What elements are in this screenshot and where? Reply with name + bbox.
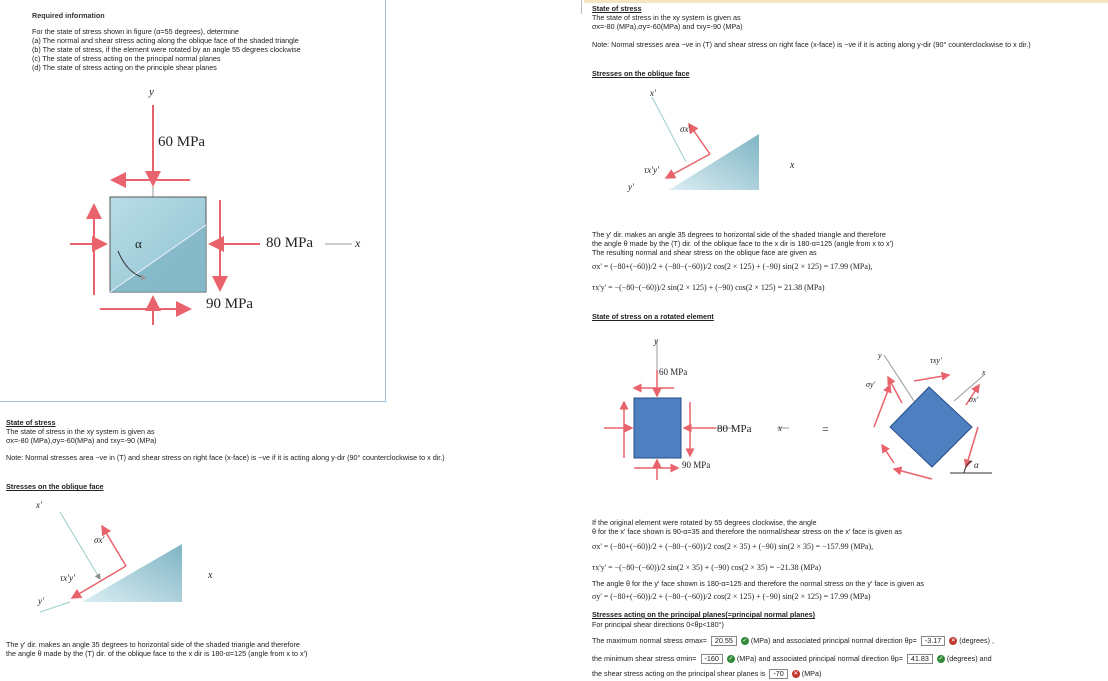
tri-yp-label-right: y'	[628, 182, 634, 192]
state-line2-right: σx=-80 (MPa),σy=-60(MPa) and τxy=-90 (MPa)	[592, 22, 743, 31]
intro-text: For the state of stress shown in figure (α=55 degrees), determine	[32, 27, 239, 36]
check-icon: ✓	[728, 656, 734, 663]
oblique-title-left: Stresses on the oblique face	[6, 482, 104, 491]
tri-tau-label: τx'y'	[60, 573, 76, 583]
item-c: (c) The state of stress acting on the principal normal planes	[32, 54, 221, 63]
min-stress-row	[592, 654, 992, 664]
rsq-tau-label: τxy'	[930, 356, 942, 365]
state-line2-left: σx=-80 (MPa),σy=-60(MPa) and τxy=-90 (MPa)	[6, 436, 157, 445]
item-d: (d) The state of stress acting on the principle shear planes	[32, 63, 217, 72]
min-stress-unit: (degrees) and	[946, 654, 992, 663]
cross-icon: ✕	[793, 671, 799, 678]
top-stress-label: 60 MPa	[158, 134, 206, 150]
shear-stress-row	[592, 669, 821, 679]
text6-right: The angle θ for the y' face shown is 180-α=125 and therefore the normal stress on the y' face is given as	[592, 579, 924, 588]
check-icon: ✓	[742, 638, 748, 645]
state-line1-left: The state of stress in the xy system is given as	[6, 427, 155, 436]
max-stress-unit: (degrees) ,	[959, 636, 995, 645]
equation-sigma-yp-125: σy' = (−80+(−60))/2 + (−80−(−60))/2 cos(2 × 125) + (−90) sin(2 × 125) = 17.99 (MPa)	[592, 592, 871, 601]
rot-right-label: 80 MPa	[717, 423, 752, 435]
text1-right: The y' dir. makes an angle 35 degrees to horizontal side of the shaded triangle and therefore	[592, 230, 886, 239]
rsq-alpha-label: α	[974, 460, 979, 470]
oblique-title-right: Stresses on the oblique face	[592, 69, 690, 78]
equation-tau-xpyp-35: τx'y' = −(−80−(−60))/2 sin(2 × 35) + (−90) cos(2 × 35) = −21.38 (MPa)	[592, 563, 822, 572]
shear-stress-input[interactable]: -70	[769, 669, 787, 679]
alpha-label: α	[135, 236, 142, 251]
tri-sigma-label-right: σx'	[680, 124, 691, 134]
min-stress-mid: (MPa) and associated principal normal direction θp=	[736, 654, 903, 663]
oblique-triangle-figure	[40, 494, 240, 614]
tri-sigma-label: σx'	[94, 535, 105, 545]
tri-xp-label: x'	[36, 500, 42, 510]
cross-icon: ✕	[950, 638, 956, 645]
required-title: Required information	[32, 11, 105, 20]
max-stress-row	[592, 636, 994, 646]
y-axis-label: y	[149, 86, 154, 98]
rsq-y-label: y	[878, 351, 882, 360]
bottom-text1-left: The y' dir. makes an angle 35 degrees to horizontal side of the shaded triangle and therefore	[6, 640, 300, 649]
rsq-x-label: x	[982, 368, 986, 377]
text4-right: If the original element were rotated by 55 degrees clockwise, the angle	[592, 518, 817, 527]
text5-right: θ for the x' face shown is 90-α=35 and therefore the normal/shear stress on the x' face is given as	[592, 527, 902, 536]
note-left: Note: Normal stresses area −ve in (T) and shear stress on right face (x-face) is −ve if it is acting along y-dir (90° counterclockwise to x dir.)	[6, 453, 445, 462]
principal-title: Stresses acting on the principal planes(=principal normal planes)	[592, 610, 816, 619]
rotated-title: State of stress on a rotated element	[592, 312, 714, 321]
equation-sigma-xp-125: σx' = (−80+(−60))/2 + (−80−(−60))/2 cos(2 × 125) + (−90) sin(2 × 125) = 17.99 (MPa),	[592, 262, 873, 271]
rsq-sigma-x-label: σx'	[969, 395, 979, 404]
tri-x-label: x	[208, 570, 213, 581]
text2-right: the angle θ made by the (T) dir. of the oblique face to the x dir is 180-α=125 (angle from x to x')	[592, 239, 894, 248]
shear-stress-unit: (MPa)	[801, 669, 822, 678]
tri-x-label-right: x	[790, 160, 795, 171]
rotated-element-figure	[604, 330, 854, 480]
max-stress-mid: (MPa) and associated principal normal direction θp=	[750, 636, 917, 645]
note-right: Note: Normal stresses area −ve in (T) and shear stress on right face (x-face) is −ve if it is acting along y-dir (90° counterclockwise to x dir.)	[592, 40, 1031, 49]
max-direction-input[interactable]: -3.17	[921, 636, 945, 646]
bottom-text2-left: the angle θ made by the (T) dir. of the oblique face to the x dir is 180-α=125 (angle from x to x')	[6, 649, 308, 658]
tri-tau-label-right: τx'y'	[644, 165, 660, 175]
right-panel	[584, 0, 1108, 681]
max-stress-prefix: The maximum normal stress σmax=	[592, 636, 707, 645]
state-title-left: State of stress	[6, 418, 56, 427]
equation-sigma-xp-35: σx' = (−80+(−60))/2 + (−80−(−60))/2 cos(2 × 35) + (−90) sin(2 × 35) = −157.99 (MPa),	[592, 542, 874, 551]
left-panel	[0, 0, 545, 681]
bottom-stress-label: 90 MPa	[206, 296, 254, 312]
rsq-sigma-y-label: σy'	[866, 380, 876, 389]
equation-tau-xpyp-125: τx'y' = −(−80−(−60))/2 sin(2 × 125) + (−90) cos(2 × 125) = 21.38 (MPa)	[592, 283, 825, 292]
text3-right: The resulting normal and shear stress on the oblique face are given as	[592, 248, 817, 257]
panel-divider	[581, 0, 582, 14]
rot-top-label: 60 MPa	[659, 367, 688, 377]
principal-note: For principal shear directions 0<θp<180°)	[592, 620, 724, 629]
x-axis-label: x	[355, 236, 361, 250]
shear-stress-prefix: the shear stress acting on the principal shear planes is	[592, 669, 766, 678]
max-stress-input[interactable]: 20.55	[711, 636, 737, 646]
equals-sign: =	[822, 422, 829, 436]
right-stress-label: 80 MPa	[266, 235, 314, 251]
rot-bottom-label: 90 MPa	[682, 460, 711, 470]
state-title-right: State of stress	[592, 4, 642, 13]
tri-yp-label: y'	[38, 596, 44, 606]
item-b: (b) The state of stress, if the element were rotated by an angle 55 degrees clockwise	[32, 45, 301, 54]
rotated-square-figure	[854, 345, 1004, 485]
min-stress-prefix: the minimum shear stress σmin=	[592, 654, 697, 663]
rot-y-label: y	[654, 336, 658, 346]
oblique-triangle-figure-right	[624, 82, 804, 197]
tri-xp-label-right: x'	[650, 88, 656, 98]
item-a: (a) The normal and shear stress acting along the oblique face of the shaded triangle	[32, 36, 299, 45]
check-icon: ✓	[938, 656, 944, 663]
state-line1-right: The state of stress in the xy system is given as	[592, 13, 741, 22]
rot-x-label: x	[778, 423, 782, 433]
stress-element-figure	[70, 85, 390, 325]
min-direction-input[interactable]: 41.83	[907, 654, 933, 664]
min-stress-input[interactable]: -160	[701, 654, 723, 664]
